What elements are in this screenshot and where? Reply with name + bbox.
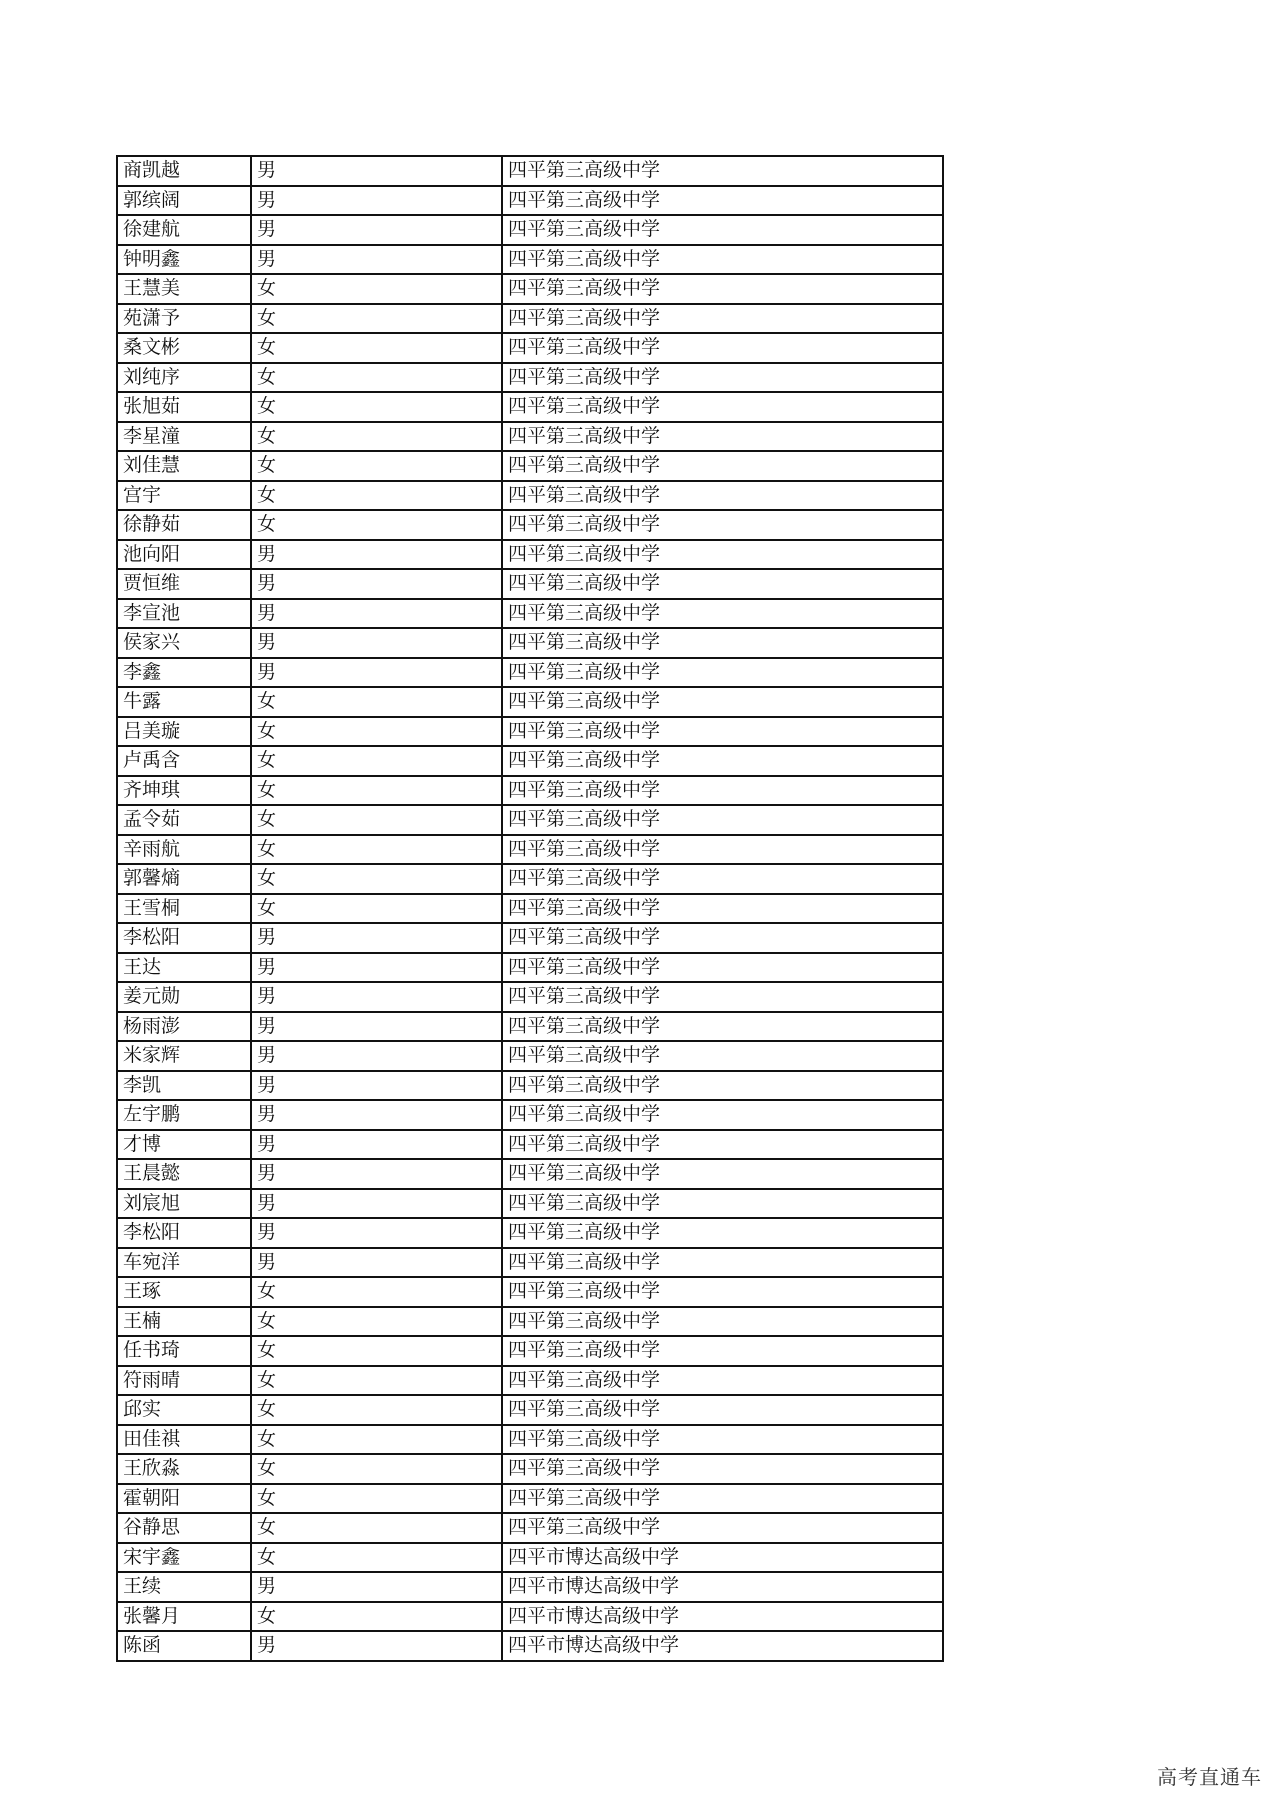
table-row (117, 953, 943, 983)
student-name-cell: 李凯 (117, 1071, 251, 1101)
school-cell: 四平第三高级中学 (502, 156, 943, 186)
table-row (117, 923, 943, 953)
table-row (117, 1130, 943, 1160)
school-cell: 四平第三高级中学 (502, 186, 943, 216)
student-name-cell: 卢禹含 (117, 746, 251, 776)
school-cell: 四平第三高级中学 (502, 1100, 943, 1130)
table-row (117, 1425, 943, 1455)
student-name-cell: 宋宇鑫 (117, 1543, 251, 1573)
gender-cell: 男 (251, 923, 502, 953)
gender-cell: 男 (251, 1100, 502, 1130)
student-name-cell: 符雨晴 (117, 1366, 251, 1396)
student-name-cell: 孟令茹 (117, 805, 251, 835)
school-cell: 四平第三高级中学 (502, 304, 943, 334)
school-cell: 四平市博达高级中学 (502, 1631, 943, 1661)
gender-cell: 女 (251, 746, 502, 776)
student-name-cell: 邱实 (117, 1395, 251, 1425)
school-cell: 四平第三高级中学 (502, 687, 943, 717)
student-name-cell: 苑潇予 (117, 304, 251, 334)
school-cell: 四平第三高级中学 (502, 1513, 943, 1543)
school-cell: 四平第三高级中学 (502, 1218, 943, 1248)
school-cell: 四平第三高级中学 (502, 1071, 943, 1101)
table-row (117, 245, 943, 275)
gender-cell: 女 (251, 1602, 502, 1632)
school-cell: 四平第三高级中学 (502, 599, 943, 629)
gender-cell: 男 (251, 1189, 502, 1219)
school-cell: 四平第三高级中学 (502, 1248, 943, 1278)
table-row (117, 1307, 943, 1337)
student-name-cell: 钟明鑫 (117, 245, 251, 275)
gender-cell: 女 (251, 274, 502, 304)
table-row (117, 599, 943, 629)
table-row (117, 658, 943, 688)
school-cell: 四平第三高级中学 (502, 923, 943, 953)
student-name-cell: 吕美璇 (117, 717, 251, 747)
school-cell: 四平第三高级中学 (502, 392, 943, 422)
gender-cell: 男 (251, 1248, 502, 1278)
table-row (117, 687, 943, 717)
school-cell: 四平市博达高级中学 (502, 1572, 943, 1602)
roster-body (117, 156, 943, 1661)
school-cell: 四平第三高级中学 (502, 1041, 943, 1071)
gender-cell: 男 (251, 658, 502, 688)
table-row (117, 1189, 943, 1219)
school-cell: 四平第三高级中学 (502, 333, 943, 363)
table-row (117, 1395, 943, 1425)
table-row (117, 1513, 943, 1543)
gender-cell: 女 (251, 451, 502, 481)
gender-cell: 男 (251, 245, 502, 275)
table-row (117, 569, 943, 599)
table-row (117, 1159, 943, 1189)
student-name-cell: 郭缤阔 (117, 186, 251, 216)
school-cell: 四平第三高级中学 (502, 422, 943, 452)
gender-cell: 男 (251, 215, 502, 245)
gender-cell: 男 (251, 982, 502, 1012)
table-row (117, 1336, 943, 1366)
school-cell: 四平第三高级中学 (502, 628, 943, 658)
table-row (117, 746, 943, 776)
table-row (117, 186, 943, 216)
school-cell: 四平第三高级中学 (502, 746, 943, 776)
student-name-cell: 王晨懿 (117, 1159, 251, 1189)
table-row (117, 1248, 943, 1278)
student-name-cell: 王达 (117, 953, 251, 983)
gender-cell: 女 (251, 422, 502, 452)
school-cell: 四平第三高级中学 (502, 1366, 943, 1396)
school-cell: 四平第三高级中学 (502, 776, 943, 806)
gender-cell: 女 (251, 1543, 502, 1573)
table-row (117, 1071, 943, 1101)
student-name-cell: 陈函 (117, 1631, 251, 1661)
student-name-cell: 姜元勋 (117, 982, 251, 1012)
gender-cell: 女 (251, 304, 502, 334)
student-name-cell: 王琢 (117, 1277, 251, 1307)
gender-cell: 男 (251, 1041, 502, 1071)
school-cell: 四平第三高级中学 (502, 717, 943, 747)
school-cell: 四平第三高级中学 (502, 215, 943, 245)
table-row (117, 156, 943, 186)
table-row (117, 422, 943, 452)
student-roster-table (116, 155, 944, 1662)
school-cell: 四平第三高级中学 (502, 481, 943, 511)
student-name-cell: 辛雨航 (117, 835, 251, 865)
school-cell: 四平第三高级中学 (502, 451, 943, 481)
student-name-cell: 米家辉 (117, 1041, 251, 1071)
gender-cell: 男 (251, 1218, 502, 1248)
table-row (117, 835, 943, 865)
student-name-cell: 王雪桐 (117, 894, 251, 924)
student-name-cell: 桑文彬 (117, 333, 251, 363)
gender-cell: 男 (251, 1071, 502, 1101)
student-name-cell: 侯家兴 (117, 628, 251, 658)
school-cell: 四平第三高级中学 (502, 1012, 943, 1042)
gender-cell: 女 (251, 1336, 502, 1366)
school-cell: 四平第三高级中学 (502, 363, 943, 393)
student-name-cell: 车宛洋 (117, 1248, 251, 1278)
gender-cell: 男 (251, 628, 502, 658)
school-cell: 四平第三高级中学 (502, 510, 943, 540)
school-cell: 四平第三高级中学 (502, 1454, 943, 1484)
school-cell: 四平第三高级中学 (502, 1189, 943, 1219)
gender-cell: 女 (251, 1454, 502, 1484)
gender-cell: 女 (251, 717, 502, 747)
student-name-cell: 商凯越 (117, 156, 251, 186)
school-cell: 四平第三高级中学 (502, 805, 943, 835)
watermark-text: 高考直通车 (1157, 1765, 1262, 1789)
student-name-cell: 李星潼 (117, 422, 251, 452)
student-name-cell: 张馨月 (117, 1602, 251, 1632)
gender-cell: 女 (251, 687, 502, 717)
student-name-cell: 左宇鹏 (117, 1100, 251, 1130)
student-name-cell: 任书琦 (117, 1336, 251, 1366)
student-name-cell: 李松阳 (117, 923, 251, 953)
gender-cell: 女 (251, 835, 502, 865)
student-name-cell: 张旭茹 (117, 392, 251, 422)
gender-cell: 女 (251, 1366, 502, 1396)
student-name-cell: 李宣池 (117, 599, 251, 629)
school-cell: 四平第三高级中学 (502, 953, 943, 983)
table-row (117, 1484, 943, 1514)
gender-cell: 女 (251, 1425, 502, 1455)
gender-cell: 女 (251, 1277, 502, 1307)
gender-cell: 男 (251, 1572, 502, 1602)
school-cell: 四平市博达高级中学 (502, 1543, 943, 1573)
table-row (117, 1277, 943, 1307)
gender-cell: 女 (251, 363, 502, 393)
school-cell: 四平第三高级中学 (502, 1425, 943, 1455)
gender-cell: 女 (251, 1513, 502, 1543)
gender-cell: 男 (251, 569, 502, 599)
school-cell: 四平第三高级中学 (502, 1484, 943, 1514)
student-name-cell: 刘宸旭 (117, 1189, 251, 1219)
school-cell: 四平第三高级中学 (502, 1336, 943, 1366)
gender-cell: 女 (251, 1307, 502, 1337)
student-name-cell: 王楠 (117, 1307, 251, 1337)
gender-cell: 女 (251, 481, 502, 511)
gender-cell: 女 (251, 392, 502, 422)
student-name-cell: 王续 (117, 1572, 251, 1602)
school-cell: 四平第三高级中学 (502, 1277, 943, 1307)
student-name-cell: 刘纯序 (117, 363, 251, 393)
table-row (117, 805, 943, 835)
gender-cell: 女 (251, 776, 502, 806)
student-name-cell: 刘佳慧 (117, 451, 251, 481)
table-row (117, 1543, 943, 1573)
school-cell: 四平第三高级中学 (502, 864, 943, 894)
gender-cell: 男 (251, 1012, 502, 1042)
school-cell: 四平第三高级中学 (502, 245, 943, 275)
student-name-cell: 齐坤琪 (117, 776, 251, 806)
school-cell: 四平第三高级中学 (502, 894, 943, 924)
gender-cell: 女 (251, 510, 502, 540)
table-row (117, 1631, 943, 1661)
student-name-cell: 才博 (117, 1130, 251, 1160)
table-row (117, 1012, 943, 1042)
student-name-cell: 田佳祺 (117, 1425, 251, 1455)
student-name-cell: 霍朝阳 (117, 1484, 251, 1514)
table-row (117, 717, 943, 747)
table-row (117, 864, 943, 894)
table-row (117, 304, 943, 334)
school-cell: 四平市博达高级中学 (502, 1602, 943, 1632)
table-row (117, 481, 943, 511)
table-row (117, 1041, 943, 1071)
table-row (117, 1454, 943, 1484)
school-cell: 四平第三高级中学 (502, 540, 943, 570)
gender-cell: 男 (251, 540, 502, 570)
table-row (117, 333, 943, 363)
school-cell: 四平第三高级中学 (502, 569, 943, 599)
gender-cell: 女 (251, 805, 502, 835)
student-name-cell: 牛露 (117, 687, 251, 717)
student-name-cell: 宫宇 (117, 481, 251, 511)
table-row (117, 392, 943, 422)
gender-cell: 男 (251, 953, 502, 983)
student-name-cell: 王慧美 (117, 274, 251, 304)
table-row (117, 982, 943, 1012)
table-row (117, 1100, 943, 1130)
gender-cell: 男 (251, 156, 502, 186)
gender-cell: 女 (251, 1484, 502, 1514)
table-row (117, 1602, 943, 1632)
gender-cell: 男 (251, 186, 502, 216)
student-name-cell: 郭馨熵 (117, 864, 251, 894)
gender-cell: 女 (251, 333, 502, 363)
table-row (117, 776, 943, 806)
student-name-cell: 王欣淼 (117, 1454, 251, 1484)
table-row (117, 274, 943, 304)
student-name-cell: 李鑫 (117, 658, 251, 688)
table-row (117, 894, 943, 924)
school-cell: 四平第三高级中学 (502, 658, 943, 688)
gender-cell: 女 (251, 864, 502, 894)
student-name-cell: 徐静茹 (117, 510, 251, 540)
table-row (117, 540, 943, 570)
school-cell: 四平第三高级中学 (502, 835, 943, 865)
table-row (117, 1366, 943, 1396)
gender-cell: 男 (251, 599, 502, 629)
student-name-cell: 池向阳 (117, 540, 251, 570)
school-cell: 四平第三高级中学 (502, 274, 943, 304)
student-name-cell: 谷静思 (117, 1513, 251, 1543)
gender-cell: 女 (251, 1395, 502, 1425)
school-cell: 四平第三高级中学 (502, 1159, 943, 1189)
school-cell: 四平第三高级中学 (502, 1307, 943, 1337)
table-row (117, 628, 943, 658)
school-cell: 四平第三高级中学 (502, 1395, 943, 1425)
student-name-cell: 贾恒维 (117, 569, 251, 599)
table-row (117, 451, 943, 481)
gender-cell: 男 (251, 1159, 502, 1189)
table-row (117, 1218, 943, 1248)
gender-cell: 男 (251, 1130, 502, 1160)
school-cell: 四平第三高级中学 (502, 982, 943, 1012)
student-name-cell: 徐建航 (117, 215, 251, 245)
gender-cell: 女 (251, 894, 502, 924)
gender-cell: 男 (251, 1631, 502, 1661)
student-name-cell: 李松阳 (117, 1218, 251, 1248)
table-row (117, 363, 943, 393)
table-row (117, 1572, 943, 1602)
school-cell: 四平第三高级中学 (502, 1130, 943, 1160)
table-row (117, 215, 943, 245)
table-row (117, 510, 943, 540)
student-name-cell: 杨雨澎 (117, 1012, 251, 1042)
